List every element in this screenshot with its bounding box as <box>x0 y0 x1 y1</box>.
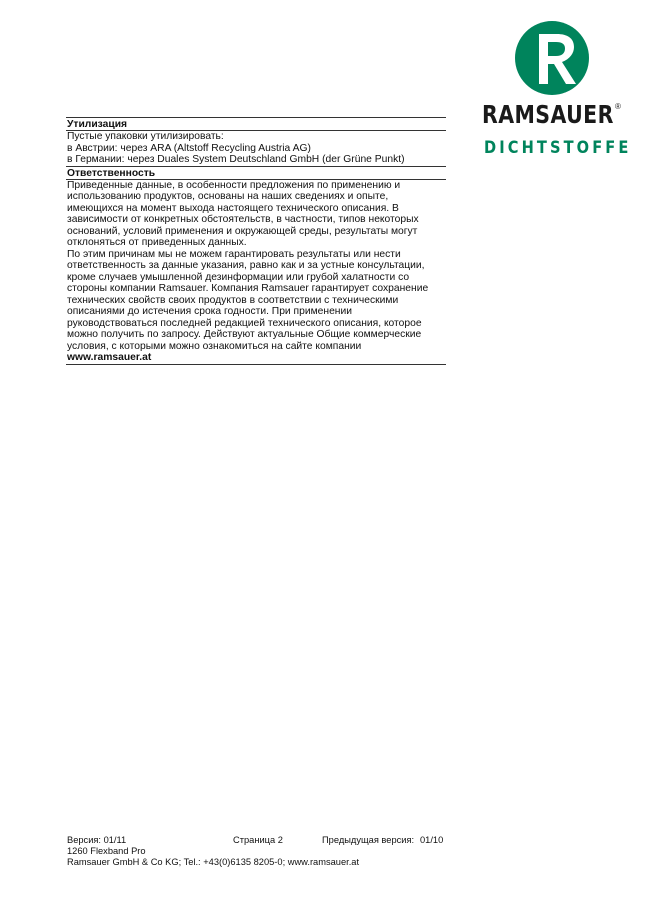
text-line: По этим причинам мы не можем гарантировать результаты или нести <box>67 248 401 260</box>
disposal-text <box>66 131 446 166</box>
footer-version-row <box>67 835 627 846</box>
text-line: оснований, условий применения и окружающей среды, результаты могут <box>67 225 418 237</box>
text-line: описаниями до истечения срока годности. При применении <box>67 306 352 317</box>
product-name: 1260 Flexband Pro <box>67 846 146 856</box>
registered-mark: ® <box>615 102 621 111</box>
text-line: стороны компании Ramsauer. Компания Ramsauer гарантирует сохранение <box>67 283 429 294</box>
previous-version-label: Предыдущая версия: <box>322 835 415 845</box>
section-title-disposal: Утилизация <box>66 117 446 131</box>
text-line: ответственность за данные указания, равно как и за устные консультации, <box>67 260 425 271</box>
text-line: Приведенные данные, в особенности предложения по применению и <box>67 179 401 191</box>
text-line: условия, с которыми можно ознакомиться на сайте компании <box>67 340 362 352</box>
website-link[interactable]: www.ramsauer.at <box>66 352 446 365</box>
text-line: имеющихся на момент выхода настоящего технического описания. В <box>67 202 399 214</box>
footer-product-row <box>67 846 627 857</box>
text-line: кроме случаев умышленной дезинформации или грубой халатности со <box>67 271 410 283</box>
page-footer <box>67 835 627 868</box>
page-number: Страница 2 <box>233 835 283 845</box>
responsibility-text <box>66 180 446 353</box>
footer-company-row <box>67 857 627 868</box>
text-line: технических свойств своих продуктов в соответствии с техническими <box>67 294 399 306</box>
text-line: использованию продуктов, основаны на наших сведениях и опыте, <box>67 191 389 202</box>
text-line: зависимости от конкретных обстоятельств, в частности, типов некоторых <box>67 214 419 225</box>
previous-version-value: 01/10 <box>420 835 444 845</box>
logo-wordmark: RAMSAUER <box>482 100 614 129</box>
text-line: Пустые упаковки утилизировать: <box>67 131 224 142</box>
section-title-responsibility: Ответственность <box>66 166 446 180</box>
company-logo <box>480 20 632 160</box>
text-line: отклоняться от приведенных данных. <box>67 237 247 248</box>
version-label: Версия: 01/11 <box>67 835 127 845</box>
text-line: в Германии: через Duales System Deutschland GmbH (der Grüne Punkt) <box>67 154 405 165</box>
text-line: в Австрии: через ARA (Altstoff Recycling Austria AG) <box>67 142 311 154</box>
company-contact: Ramsauer GmbH & Co KG; Tel.: +43(0)6135 8205-0; www.ramsauer.at <box>67 857 360 867</box>
text-line: руководствоваться последней редакцией технического описания, которое <box>67 317 422 329</box>
ramsauer-r-logo-icon <box>514 20 590 96</box>
text-line: можно получить по запросу. Действуют актуальные Общие коммерческие <box>67 329 422 340</box>
logo-subbrand: DICHTSTOFFE <box>484 138 632 158</box>
document-body <box>66 117 446 365</box>
